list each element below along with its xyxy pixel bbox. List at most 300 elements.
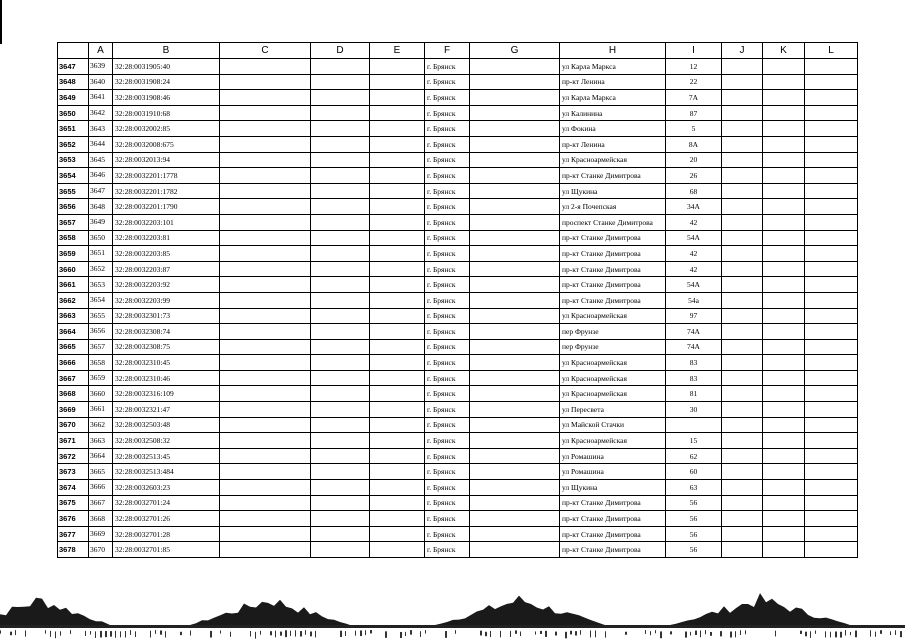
cell-d xyxy=(311,90,370,106)
scan-noise-tick xyxy=(100,631,102,638)
scan-noise-tick xyxy=(535,631,536,634)
cell-f-city: г. Брянск xyxy=(425,136,470,152)
cell-e xyxy=(370,136,425,152)
cell-h-street: пр-кт Ленина xyxy=(560,74,666,90)
scan-noise-tick xyxy=(805,632,807,637)
table-row xyxy=(58,136,858,152)
cell-d xyxy=(311,292,370,308)
scan-noise-tick xyxy=(300,631,302,636)
cell-a: 3650 xyxy=(89,230,113,246)
cell-d xyxy=(311,230,370,246)
cell-e xyxy=(370,199,425,215)
cell-g xyxy=(470,105,560,121)
cell-c xyxy=(220,308,311,324)
cell-h-street: пр-кт Станке Димитрова xyxy=(560,246,666,262)
cell-h-street: ул Пересвета xyxy=(560,402,666,418)
cell-j xyxy=(722,433,763,449)
cell-g xyxy=(470,495,560,511)
scan-noise-tick xyxy=(340,631,342,637)
cell-a: 3641 xyxy=(89,90,113,106)
scan-noise-tick xyxy=(705,630,706,634)
table-row xyxy=(58,214,858,230)
cell-c xyxy=(220,542,311,558)
scan-noise-tick xyxy=(685,632,687,638)
scan-noise-tick xyxy=(270,631,272,635)
cell-i-house-number: 15 xyxy=(666,433,722,449)
cell-h-street: ул 2-я Почепская xyxy=(560,199,666,215)
cell-k xyxy=(763,448,805,464)
cell-e xyxy=(370,433,425,449)
cell-e xyxy=(370,214,425,230)
cell-b-cadastral-number: 32:28:0032513:45 xyxy=(113,448,220,464)
cell-l xyxy=(805,152,858,168)
cell-e xyxy=(370,230,425,246)
cell-k xyxy=(763,480,805,496)
cell-h-street: ул Щукина xyxy=(560,183,666,199)
table-row xyxy=(58,526,858,542)
cell-k xyxy=(763,90,805,106)
cell-f-city: г. Брянск xyxy=(425,370,470,386)
cell-d xyxy=(311,324,370,340)
cell-h-street: пр-кт Станке Димитрова xyxy=(560,277,666,293)
table-row xyxy=(58,230,858,246)
scan-noise-tick xyxy=(655,630,656,633)
cell-j xyxy=(722,277,763,293)
cell-h-street: ул Красноармейская xyxy=(560,433,666,449)
scan-noise-blob xyxy=(190,600,350,625)
scan-noise-tick xyxy=(355,631,356,636)
cell-d xyxy=(311,511,370,527)
scan-noise-tick xyxy=(830,632,831,638)
table-row xyxy=(58,386,858,402)
scan-noise-tick xyxy=(115,631,116,638)
scan-noise-tick xyxy=(420,631,421,637)
row-number-cell: 3667 xyxy=(58,370,89,386)
cell-h-street: ул Ромашина xyxy=(560,448,666,464)
cell-a: 3642 xyxy=(89,105,113,121)
cell-d xyxy=(311,308,370,324)
scan-noise-tick xyxy=(840,632,842,638)
scan-noise-tick xyxy=(370,630,372,633)
scan-noise-tick xyxy=(455,630,456,634)
cell-a: 3666 xyxy=(89,480,113,496)
cell-g xyxy=(470,59,560,75)
cell-l xyxy=(805,292,858,308)
table-row xyxy=(58,417,858,433)
cell-b-cadastral-number: 32:28:0032701:28 xyxy=(113,526,220,542)
row-number-cell: 3666 xyxy=(58,355,89,371)
column-header-row xyxy=(58,43,858,59)
cell-f-city: г. Брянск xyxy=(425,355,470,371)
table-row xyxy=(58,105,858,121)
cell-f-city: г. Брянск xyxy=(425,74,470,90)
cell-a: 3670 xyxy=(89,542,113,558)
column-header-g: G xyxy=(470,43,560,59)
scan-noise-tick xyxy=(855,631,857,638)
cell-k xyxy=(763,308,805,324)
cell-b-cadastral-number: 32:28:0032201:1782 xyxy=(113,183,220,199)
scan-noise-blob xyxy=(670,593,850,625)
column-header-l: L xyxy=(805,43,858,59)
cell-d xyxy=(311,152,370,168)
scan-noise-tick xyxy=(55,631,56,638)
column-header-e: E xyxy=(370,43,425,59)
column-header-f: F xyxy=(425,43,470,59)
scan-noise-tick xyxy=(895,630,896,635)
cell-d xyxy=(311,339,370,355)
scan-noise-tick xyxy=(210,631,212,638)
cell-i-house-number: 42 xyxy=(666,261,722,277)
scan-noise-tick xyxy=(220,630,221,633)
cell-g xyxy=(470,214,560,230)
cell-j xyxy=(722,526,763,542)
cell-c xyxy=(220,339,311,355)
cell-e xyxy=(370,74,425,90)
cell-f-city: г. Брянск xyxy=(425,308,470,324)
cell-d xyxy=(311,277,370,293)
row-number-cell: 3678 xyxy=(58,542,89,558)
cell-l xyxy=(805,308,858,324)
scan-noise-tick xyxy=(605,631,606,637)
scan-noise-tick xyxy=(70,630,71,634)
cell-c xyxy=(220,136,311,152)
scan-noise-tick xyxy=(800,631,802,634)
row-number-cell: 3673 xyxy=(58,464,89,480)
cell-k xyxy=(763,355,805,371)
scan-noise-tick xyxy=(365,630,366,635)
cell-f-city: г. Брянск xyxy=(425,230,470,246)
cell-c xyxy=(220,90,311,106)
scan-noise-tick xyxy=(490,631,491,637)
row-number-cell: 3656 xyxy=(58,199,89,215)
cell-l xyxy=(805,464,858,480)
scan-noise-tick xyxy=(85,631,86,636)
cell-a: 3660 xyxy=(89,386,113,402)
cell-f-city: г. Брянск xyxy=(425,121,470,137)
cell-a: 3640 xyxy=(89,74,113,90)
cell-g xyxy=(470,542,560,558)
scan-noise-tick xyxy=(580,630,581,635)
cell-l xyxy=(805,495,858,511)
cell-b-cadastral-number: 32:28:0031910:68 xyxy=(113,105,220,121)
cell-b-cadastral-number: 32:28:0032310:46 xyxy=(113,370,220,386)
scan-noise-tick xyxy=(520,632,521,637)
cell-d xyxy=(311,495,370,511)
cell-j xyxy=(722,542,763,558)
row-number-cell: 3668 xyxy=(58,386,89,402)
cell-i-house-number: 56 xyxy=(666,526,722,542)
cell-e xyxy=(370,417,425,433)
cell-b-cadastral-number: 32:28:0031908:46 xyxy=(113,90,220,106)
cell-a: 3653 xyxy=(89,277,113,293)
scan-noise-tick xyxy=(485,632,487,636)
cell-e xyxy=(370,480,425,496)
scan-noise-tick xyxy=(230,632,231,637)
cell-f-city: г. Брянск xyxy=(425,183,470,199)
cell-c xyxy=(220,261,311,277)
cell-b-cadastral-number: 32:28:0032008:675 xyxy=(113,136,220,152)
cell-b-cadastral-number: 32:28:0032203:85 xyxy=(113,246,220,262)
cell-g xyxy=(470,511,560,527)
table-row xyxy=(58,152,858,168)
cell-b-cadastral-number: 32:28:0032316:109 xyxy=(113,386,220,402)
cell-d xyxy=(311,59,370,75)
cell-l xyxy=(805,230,858,246)
table-row xyxy=(58,402,858,418)
row-number-cell: 3660 xyxy=(58,261,89,277)
cell-d xyxy=(311,136,370,152)
scan-noise-tick xyxy=(130,630,131,635)
scan-noise-tick xyxy=(360,630,362,636)
table-row xyxy=(58,448,858,464)
cell-g xyxy=(470,526,560,542)
cell-i-house-number: 54а xyxy=(666,292,722,308)
column-header-h: H xyxy=(560,43,666,59)
cell-a: 3652 xyxy=(89,261,113,277)
cell-h-street: ул Щукина xyxy=(560,480,666,496)
scan-noise-tick xyxy=(595,630,596,637)
cell-i-house-number: 54А xyxy=(666,277,722,293)
cell-b-cadastral-number: 32:28:0032308:75 xyxy=(113,339,220,355)
cell-d xyxy=(311,417,370,433)
corner-header-cell xyxy=(58,43,89,59)
column-header-d: D xyxy=(311,43,370,59)
row-number-cell: 3651 xyxy=(58,121,89,137)
scan-noise-tick xyxy=(540,631,542,634)
cell-b-cadastral-number: 32:28:0032701:85 xyxy=(113,542,220,558)
cell-k xyxy=(763,511,805,527)
scan-noise-tick xyxy=(95,631,96,638)
cell-j xyxy=(722,339,763,355)
cell-i-house-number: 83 xyxy=(666,370,722,386)
cell-j xyxy=(722,230,763,246)
scan-noise-blob xyxy=(0,598,110,625)
scan-noise-tick xyxy=(730,632,732,638)
scan-noise-tick xyxy=(160,630,162,634)
cell-g xyxy=(470,433,560,449)
cell-c xyxy=(220,324,311,340)
column-header-c: C xyxy=(220,43,311,59)
cell-c xyxy=(220,246,311,262)
cell-j xyxy=(722,152,763,168)
cell-l xyxy=(805,136,858,152)
scan-noise-tick xyxy=(740,630,741,635)
cell-j xyxy=(722,448,763,464)
cell-c xyxy=(220,495,311,511)
cell-l xyxy=(805,183,858,199)
cell-k xyxy=(763,74,805,90)
cell-c xyxy=(220,105,311,121)
scan-noise-tick xyxy=(650,631,651,635)
cell-j xyxy=(722,90,763,106)
cell-c xyxy=(220,511,311,527)
row-number-cell: 3677 xyxy=(58,526,89,542)
cell-k xyxy=(763,464,805,480)
cell-h-street: пр-кт Станке Димитрова xyxy=(560,168,666,184)
cell-h-street: пр-кт Станке Димитрова xyxy=(560,542,666,558)
cell-f-city: г. Брянск xyxy=(425,277,470,293)
cell-i-house-number: 62 xyxy=(666,448,722,464)
cell-a: 3667 xyxy=(89,495,113,511)
cell-e xyxy=(370,355,425,371)
scan-noise-tick xyxy=(870,630,871,636)
cell-i-house-number: 22 xyxy=(666,74,722,90)
cell-d xyxy=(311,214,370,230)
column-header-k: K xyxy=(763,43,805,59)
cell-l xyxy=(805,246,858,262)
row-number-cell: 3665 xyxy=(58,339,89,355)
cell-l xyxy=(805,370,858,386)
scan-noise-tick xyxy=(155,630,156,634)
cell-f-city: г. Брянск xyxy=(425,464,470,480)
cell-b-cadastral-number: 32:28:0032203:92 xyxy=(113,277,220,293)
cell-f-city: г. Брянск xyxy=(425,152,470,168)
cell-f-city: г. Брянск xyxy=(425,105,470,121)
cell-h-street: ул Ромашина xyxy=(560,464,666,480)
cell-e xyxy=(370,277,425,293)
cell-j xyxy=(722,480,763,496)
cell-e xyxy=(370,59,425,75)
cell-h-street: пр-кт Станке Димитрова xyxy=(560,495,666,511)
scan-noise-tick xyxy=(310,632,312,637)
cell-b-cadastral-number: 32:28:0031908:24 xyxy=(113,74,220,90)
scan-noise-tick xyxy=(500,631,501,637)
cell-f-city: г. Брянск xyxy=(425,417,470,433)
cell-l xyxy=(805,526,858,542)
cell-i-house-number: 87 xyxy=(666,105,722,121)
cell-c xyxy=(220,74,311,90)
scan-noise-tick xyxy=(515,630,517,633)
cell-k xyxy=(763,168,805,184)
cell-c xyxy=(220,448,311,464)
scan-noise-tick xyxy=(280,632,282,636)
scan-noise-tick xyxy=(660,631,662,638)
cell-d xyxy=(311,526,370,542)
cell-j xyxy=(722,59,763,75)
scan-noise-tick xyxy=(775,631,776,637)
scan-noise-tick xyxy=(570,631,572,635)
scan-noise-tick xyxy=(810,631,811,638)
row-number-cell: 3670 xyxy=(58,417,89,433)
scan-noise-tick xyxy=(845,630,846,636)
cell-b-cadastral-number: 32:28:0032308:74 xyxy=(113,324,220,340)
cell-j xyxy=(722,386,763,402)
cell-a: 3655 xyxy=(89,308,113,324)
cell-c xyxy=(220,121,311,137)
cell-e xyxy=(370,168,425,184)
cell-c xyxy=(220,480,311,496)
cell-i-house-number: 12 xyxy=(666,59,722,75)
scan-noise-tick xyxy=(285,630,287,637)
scan-noise-tick xyxy=(480,631,482,636)
cell-f-city: г. Брянск xyxy=(425,214,470,230)
cell-c xyxy=(220,59,311,75)
cell-g xyxy=(470,448,560,464)
cell-i-house-number: 56 xyxy=(666,495,722,511)
cell-g xyxy=(470,355,560,371)
cell-e xyxy=(370,183,425,199)
cell-k xyxy=(763,183,805,199)
cell-h-street: пр-кт Станке Димитрова xyxy=(560,526,666,542)
cell-e xyxy=(370,324,425,340)
cell-h-street: ул Фокина xyxy=(560,121,666,137)
cell-d xyxy=(311,402,370,418)
cell-g xyxy=(470,121,560,137)
cell-f-city: г. Брянск xyxy=(425,402,470,418)
cell-e xyxy=(370,464,425,480)
cell-j xyxy=(722,214,763,230)
cell-b-cadastral-number: 32:28:0032002:85 xyxy=(113,121,220,137)
cell-f-city: г. Брянск xyxy=(425,526,470,542)
cell-e xyxy=(370,511,425,527)
cell-k xyxy=(763,136,805,152)
cell-d xyxy=(311,386,370,402)
cell-g xyxy=(470,386,560,402)
row-number-cell: 3676 xyxy=(58,511,89,527)
cell-k xyxy=(763,230,805,246)
scan-noise-tick xyxy=(90,631,91,634)
cell-g xyxy=(470,417,560,433)
table-row xyxy=(58,511,858,527)
cell-c xyxy=(220,183,311,199)
cell-f-city: г. Брянск xyxy=(425,59,470,75)
cell-b-cadastral-number: 32:28:0032508:32 xyxy=(113,433,220,449)
cell-l xyxy=(805,168,858,184)
scan-noise-tick xyxy=(890,631,891,635)
cell-f-city: г. Брянск xyxy=(425,90,470,106)
cell-b-cadastral-number: 32:28:0032310:45 xyxy=(113,355,220,371)
scan-noise-tick xyxy=(405,632,406,636)
cell-h-street: ул Красноармейская xyxy=(560,386,666,402)
cell-i-house-number: 30 xyxy=(666,402,722,418)
scan-noise-tick xyxy=(60,631,61,635)
table-row xyxy=(58,542,858,558)
cell-l xyxy=(805,448,858,464)
cell-g xyxy=(470,308,560,324)
cell-c xyxy=(220,292,311,308)
cell-j xyxy=(722,370,763,386)
cell-b-cadastral-number: 32:28:0032201:1778 xyxy=(113,168,220,184)
cell-b-cadastral-number: 32:28:0031905:40 xyxy=(113,59,220,75)
cell-i-house-number: 81 xyxy=(666,386,722,402)
cell-c xyxy=(220,214,311,230)
cell-k xyxy=(763,339,805,355)
cell-j xyxy=(722,464,763,480)
cell-i-house-number: 8А xyxy=(666,136,722,152)
table-row xyxy=(58,495,858,511)
row-number-cell: 3652 xyxy=(58,136,89,152)
scan-noise-tick xyxy=(135,631,136,637)
scan-artifact-band xyxy=(0,585,905,640)
scan-noise-tick xyxy=(250,631,251,637)
scan-noise-tick xyxy=(745,630,746,634)
scan-noise-tick xyxy=(850,632,851,635)
cell-i-house-number: 42 xyxy=(666,214,722,230)
cell-g xyxy=(470,230,560,246)
scan-noise-tick xyxy=(545,631,547,637)
cell-d xyxy=(311,355,370,371)
cell-h-street: ул Майской Стачки xyxy=(560,417,666,433)
scan-noise-tick xyxy=(880,630,882,634)
scan-noise-tick xyxy=(345,631,346,636)
table-row xyxy=(58,292,858,308)
cell-g xyxy=(470,402,560,418)
cell-j xyxy=(722,308,763,324)
cell-l xyxy=(805,74,858,90)
table-row xyxy=(58,339,858,355)
scan-noise-tick xyxy=(690,632,691,636)
cell-c xyxy=(220,370,311,386)
